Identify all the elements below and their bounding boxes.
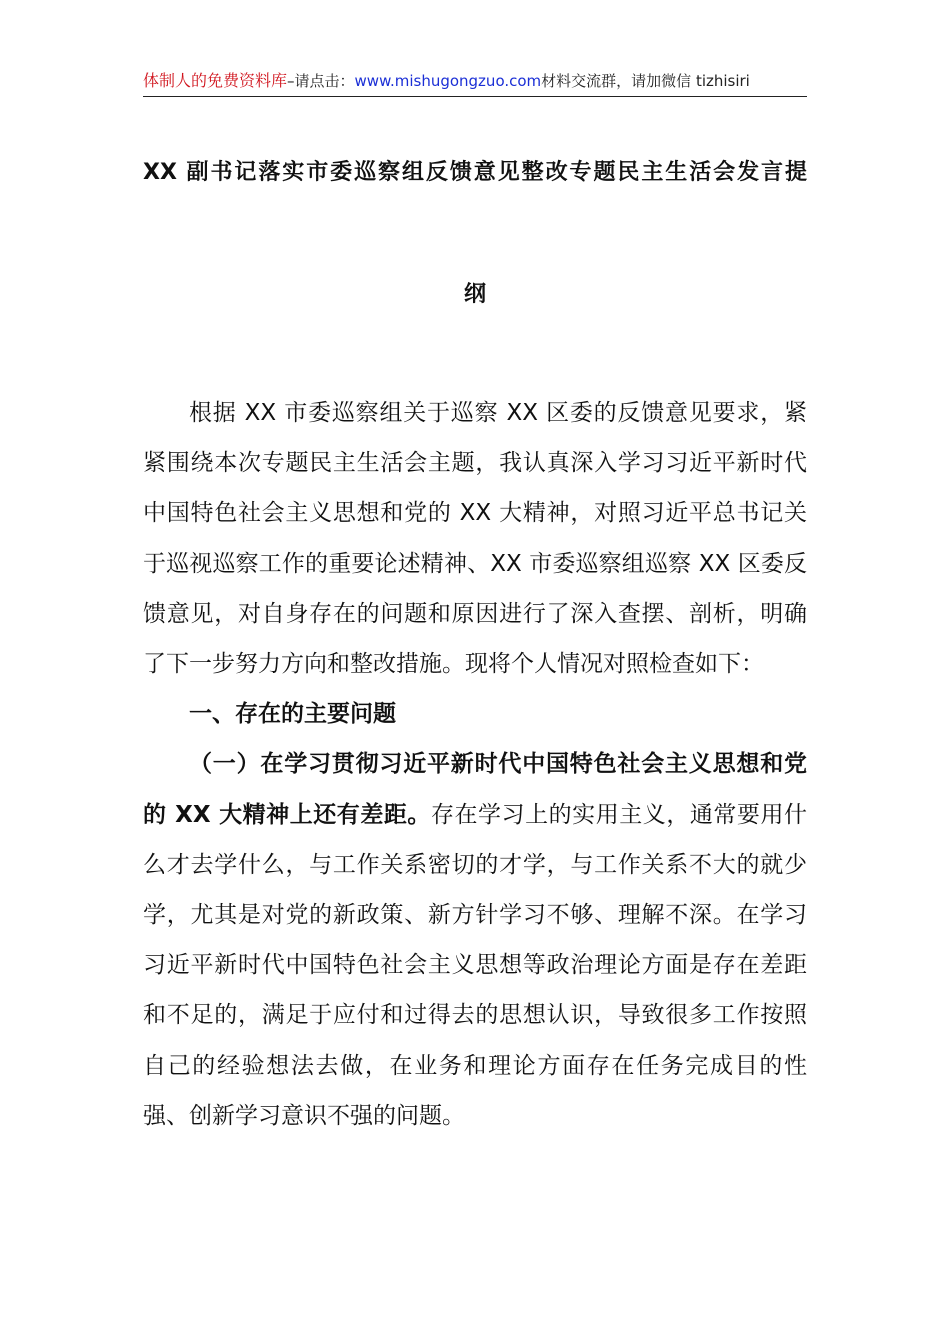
page-header <box>143 66 807 97</box>
section-heading: 一、存在的主要问题 <box>189 701 396 728</box>
intro-paragraph: 根据 XX 市委巡察组关于巡察 XX 区委的反馈意见要求，紧紧围绕本次专题民主生活会主题，我认真深入学习习近平新时代中国特色社会主义思想和党的 XX 大精神，对照习近平总书记关于巡视巡察工作的重要论述精神、XX 市委巡察组巡察 XX 区委反馈意见，对自身存在的问题和原因进行了深入查摆、剖析，明确了下一步努力方向和整改措施。现将个人情况对照检查如下： <box>143 400 807 678</box>
document-title-line2: 纲 <box>463 282 486 307</box>
header-url-link[interactable]: www.mishugongzuo.com <box>354 72 542 90</box>
header-tail: 材料交流群，请加微信 tizhisiri <box>541 72 750 90</box>
subsection-body: 存在学习上的实用主义，通常要用什么才去学什么，与工作关系密切的才学，与工作关系不大的就少学，尤其是对党的新政策、新方针学习不够、理解不深。在学习习近平新时代中国特色社会主义思想等政治理论方面是存在差距和不足的，满足于应付和过得去的思想认识，导致很多工作按照自己的经验想法去做，在业务和理论方面存在任务完成目的性强、创新学习意识不强的问题。 <box>143 801 808 1129</box>
document-body <box>143 388 807 1141</box>
header-prompt: –请点击： <box>287 72 355 90</box>
subsection-heading: （一）在学习贯彻习近平新时代中国特色社会主义思想和党的 XX 大精神上还有差距。 <box>143 751 807 828</box>
header-brand: 体制人的免费资料库 <box>143 71 288 90</box>
document-title-line1: XX 副书记落实市委巡察组反馈意见整改专题民主生活会发言提 <box>143 160 807 185</box>
subsection-paragraph <box>143 739 807 1141</box>
